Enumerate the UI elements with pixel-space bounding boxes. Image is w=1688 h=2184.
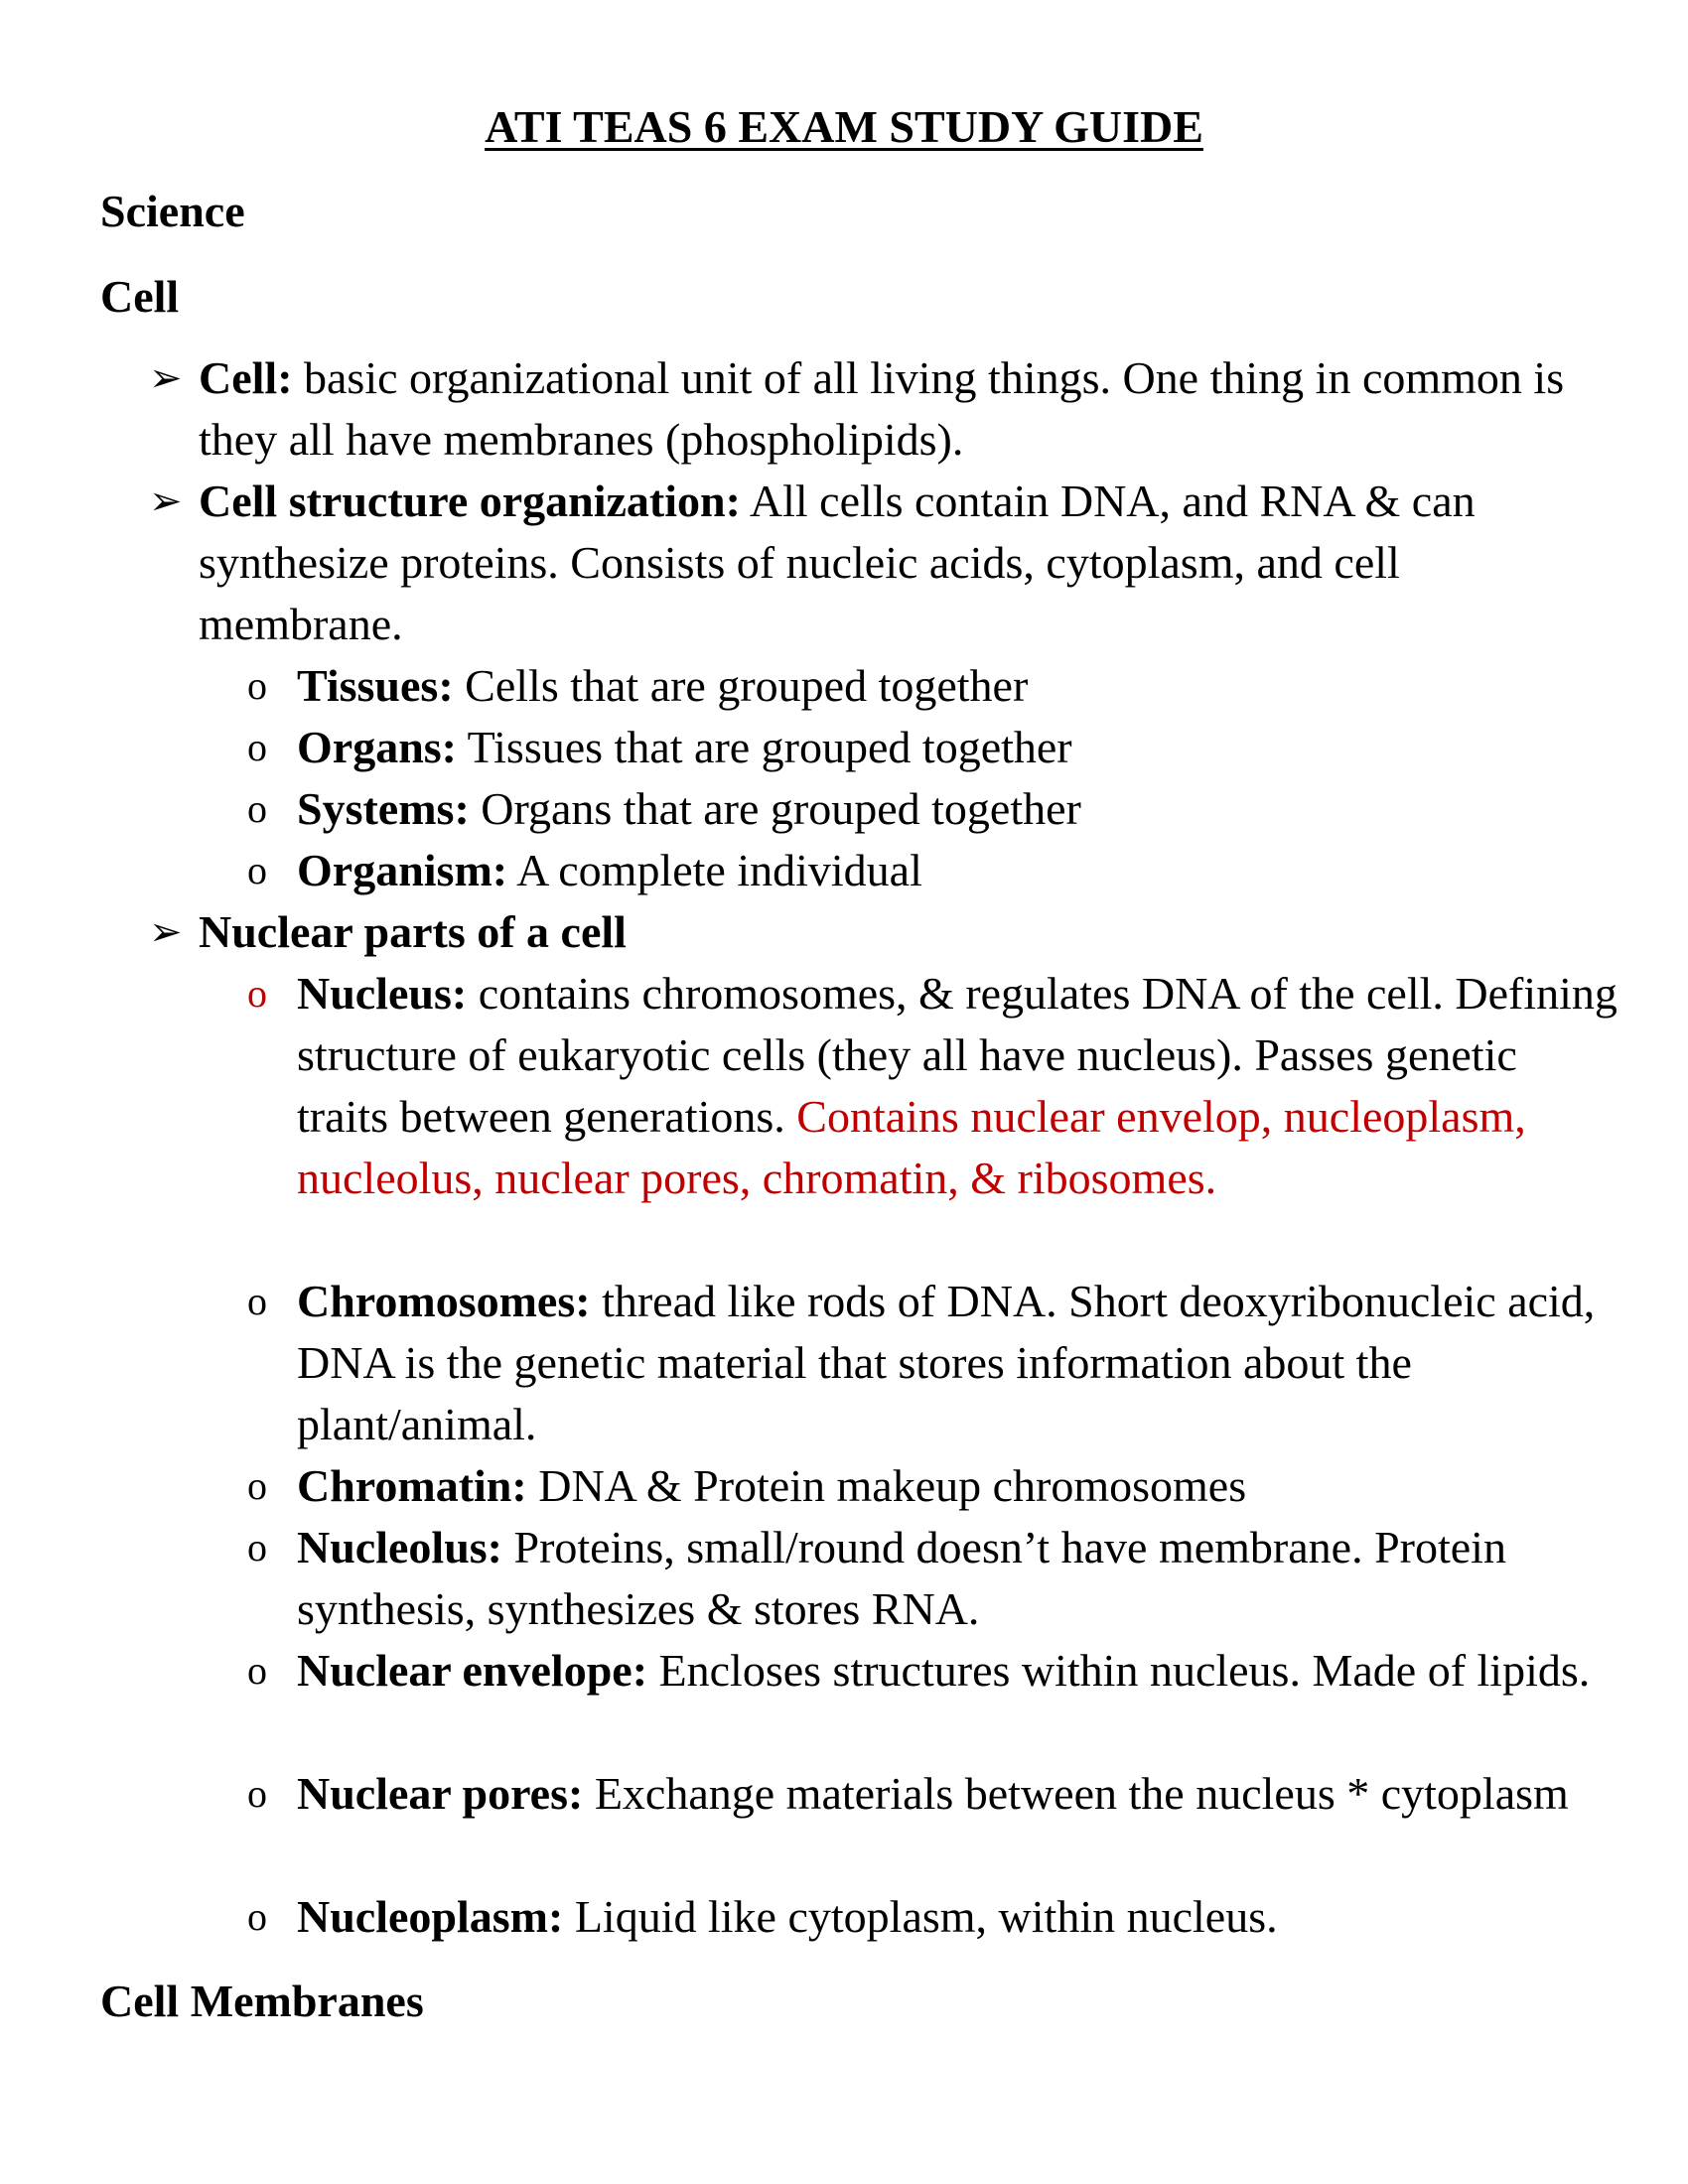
- definition-nucleolus: Proteins, small/round doesn’t have membrane. Protein synthesis, synthesizes & stores RNA.: [297, 1522, 1506, 1634]
- page-title: ATI TEAS 6 EXAM STUDY GUIDE: [485, 101, 1203, 152]
- term-cell: Cell:: [199, 352, 293, 403]
- term-cell-structure: Cell structure organization:: [199, 476, 741, 526]
- list-item-nuclear-parts: [149, 901, 1609, 963]
- definition-tissues: Cells that are grouped together: [453, 660, 1029, 711]
- list-item-chromatin: [247, 1455, 1618, 1517]
- list-item-cell-structure: [149, 471, 1609, 655]
- circle-bullet-icon: o: [247, 1894, 267, 1939]
- list-item-chromosomes: [247, 1271, 1618, 1455]
- list-item-nucleoplasm: [247, 1886, 1618, 1948]
- term-nuclear-envelope: Nuclear envelope:: [297, 1645, 648, 1696]
- heading-cell-membranes: Cell Membranes: [100, 1976, 424, 2026]
- circle-bullet-icon: o: [247, 971, 267, 1016]
- term-nuclear-pores: Nuclear pores:: [297, 1768, 584, 1819]
- heading-science: Science: [100, 186, 245, 236]
- list-item-nuclear-pores: [247, 1763, 1618, 1825]
- list-item-nuclear-envelope: [247, 1640, 1618, 1702]
- definition-nucleus: contains chromosomes, & regulates DNA of the cell. Defining structure of eukaryotic cells (they all have nucleus). Passes genetic traits between generations.: [297, 968, 1618, 1142]
- circle-bullet-icon: o: [247, 1279, 267, 1323]
- definition-nuclear-envelope: Encloses structures within nucleus. Made of lipids.: [647, 1645, 1591, 1696]
- arrow-bullet-icon: ➢: [149, 909, 183, 955]
- term-nuclear-parts: Nuclear parts of a cell: [199, 906, 627, 957]
- list-item-nucleus: [247, 963, 1618, 1209]
- list-item-organism: [247, 840, 1618, 901]
- term-organism: Organism:: [297, 845, 508, 895]
- definition-nucleoplasm: Liquid like cytoplasm, within nucleus.: [563, 1891, 1278, 1942]
- arrow-bullet-icon: ➢: [149, 478, 183, 524]
- term-tissues: Tissues:: [297, 660, 454, 711]
- circle-bullet-icon: o: [247, 848, 267, 892]
- term-systems: Systems:: [297, 783, 470, 834]
- circle-bullet-icon: o: [247, 1463, 267, 1508]
- circle-bullet-icon: o: [247, 663, 267, 708]
- term-nucleus: Nucleus:: [297, 968, 468, 1019]
- definition-cell-structure: All cells contain DNA, and RNA & can synthesize proteins. Consists of nucleic acids, cytoplasm, and cell membrane.: [199, 476, 1476, 649]
- heading-cell: Cell: [100, 271, 180, 322]
- circle-bullet-icon: o: [247, 1525, 267, 1570]
- circle-bullet-icon: o: [247, 1648, 267, 1693]
- list-item-tissues: [247, 655, 1618, 717]
- term-organs: Organs:: [297, 722, 457, 772]
- definition-chromosomes: thread like rods of DNA. Short deoxyribonucleic acid, DNA is the genetic material that stores information about the plant/animal.: [297, 1276, 1596, 1449]
- arrow-bullet-icon: ➢: [149, 355, 183, 401]
- definition-organs: Tissues that are grouped together: [457, 722, 1072, 772]
- definition-nuclear-pores: Exchange materials between the nucleus * cytoplasm: [583, 1768, 1569, 1819]
- definition-systems: Organs that are grouped together: [469, 783, 1081, 834]
- term-nucleolus: Nucleolus:: [297, 1522, 502, 1572]
- term-nucleoplasm: Nucleoplasm:: [297, 1891, 564, 1942]
- circle-bullet-icon: o: [247, 1771, 267, 1816]
- term-chromosomes: Chromosomes:: [297, 1276, 591, 1326]
- list-item-nucleolus: [247, 1517, 1618, 1640]
- term-chromatin: Chromatin:: [297, 1460, 527, 1511]
- definition-nucleus-highlight: Contains nuclear envelop, nucleoplasm, nucleolus, nuclear pores, chromatin, & ribosomes.: [297, 1091, 1526, 1203]
- definition-organism: A complete individual: [507, 845, 922, 895]
- list-item-cell: [149, 347, 1609, 471]
- definition-cell: basic organizational unit of all living things. One thing in common is they all have membranes (phospholipids).: [199, 352, 1565, 465]
- circle-bullet-icon: o: [247, 725, 267, 769]
- list-item-systems: [247, 778, 1618, 840]
- definition-chromatin: DNA & Protein makeup chromosomes: [526, 1460, 1247, 1511]
- circle-bullet-icon: o: [247, 786, 267, 831]
- list-item-organs: [247, 717, 1618, 778]
